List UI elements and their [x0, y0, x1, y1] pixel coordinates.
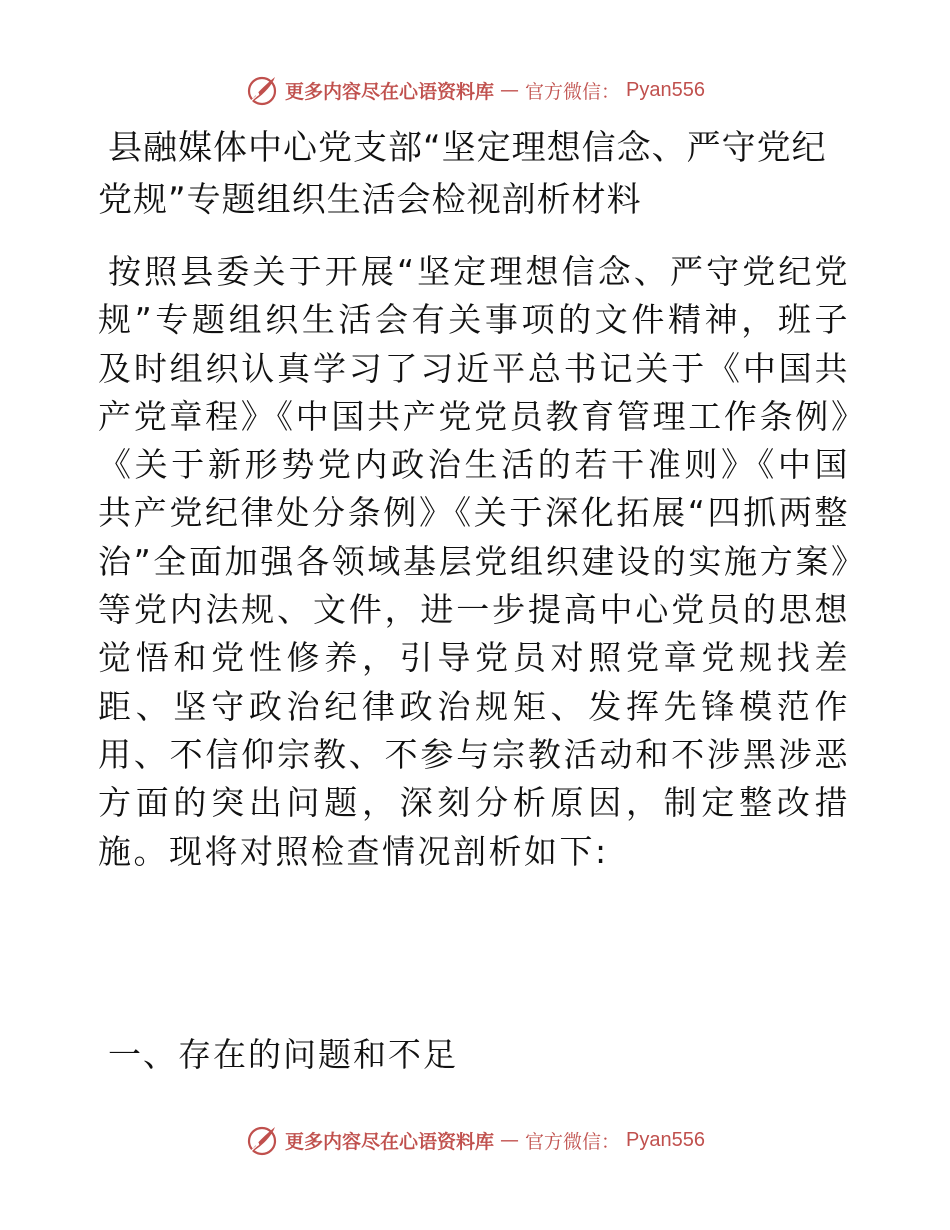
- banner-separator: —: [500, 1129, 520, 1151]
- section-heading-one: 一、存在的问题和不足: [108, 1035, 458, 1074]
- banner-separator: —: [500, 79, 520, 101]
- banner-wechat-label: 官方微信：: [525, 80, 621, 103]
- banner-main-text: 更多内容尽在心语资料库: [285, 80, 495, 103]
- banner-wechat-id: Pyan556: [626, 1128, 705, 1151]
- quill-pen-logo-icon: [245, 73, 279, 107]
- document-title: 县融媒体中心党支部“坚定理想信念、严守党纪党规”专题组织生活会检视剖析材料: [98, 128, 827, 220]
- banner-wechat-id: Pyan556: [626, 78, 705, 101]
- header-banner: [0, 70, 950, 110]
- banner-main-text: 更多内容尽在心语资料库: [285, 1130, 495, 1153]
- banner-wechat-label: 官方微信：: [525, 1130, 621, 1153]
- footer-banner: [0, 1120, 950, 1160]
- intro-paragraph: 按照县委关于开展“坚定理想信念、严守党纪党规”专题组织生活会有关事项的文件精神，班子及时组织认真学习了习近平总书记关于《中国共产党章程》《中国共产党党员教育管理工作条例》《关于新形势党内政治生活的若干准则》《中国共产党纪律处分条例》《关于深化拓展“四抓两整治”全面加强各领域基层党组织建设的实施方案》等党内法规、文件，进一步提高中心党员的思想觉悟和党性修养，引导党员对照党章党规找差距、坚守政治纪律政治规矩、发挥先锋模范作用、不信仰宗教、不参与宗教活动和不涉黑涉恶方面的突出问题，深刻分析原因，制定整改措施。现将对照检查情况剖析如下:: [98, 252, 850, 871]
- quill-pen-logo-icon: [245, 1123, 279, 1157]
